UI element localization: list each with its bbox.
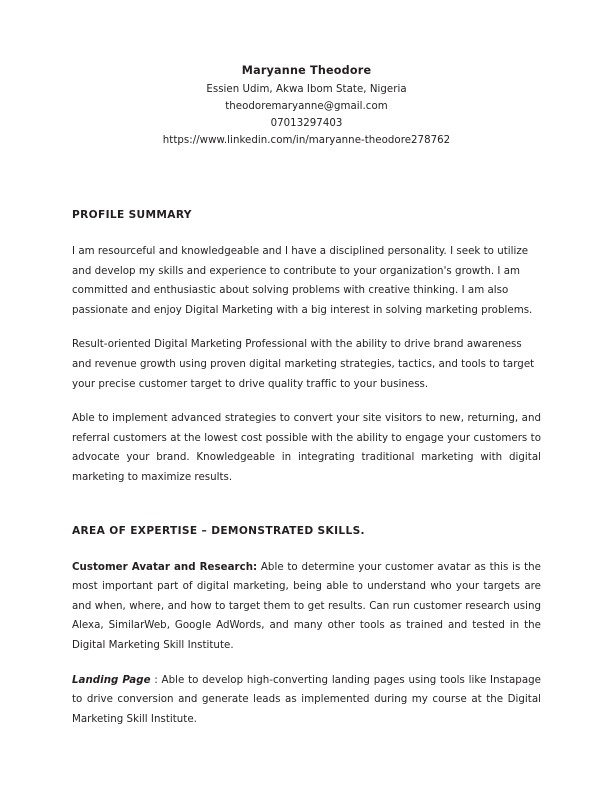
- skill-body-customer-avatar-and-research: Able to determine your customer avatar as this is the most important part of digital marketing, being able to understand who your targets are and when, where, and how to target them to get results. Can run customer research using Alexa, SimilarWeb, Google AdWords, and many other tools as trained and tested in the Digital Marketing Skill Institute.: [72, 560, 541, 651]
- section-heading-profile-summary: PROFILE SUMMARY: [72, 209, 192, 221]
- skill-item-landing-page: [72, 671, 541, 730]
- skill-item-customer-avatar-and-research: [72, 558, 541, 656]
- skill-label-landing-page: Landing Page: [72, 673, 151, 686]
- profile-summary-paragraph-1: I am resourceful and knowledgeable and I have a disciplined personality. I seek to utilize and develop my skills and experience to contribute to your organization's growth. I am committed and enthusiastic about solving problems with creative thinking. I am also passionate and enjoy Digital Marketing with a big interest in solving marketing problems.: [72, 245, 533, 316]
- section-heading-area-of-expertise: AREA OF EXPERTISE – DEMONSTRATED SKILLS.: [72, 524, 365, 537]
- candidate-linkedin-url: https://www.linkedin.com/in/maryanne-theodore278762: [162, 135, 451, 146]
- candidate-email: theodoremaryanne@gmail.com: [225, 101, 388, 112]
- candidate-name: Maryanne Theodore: [241, 64, 372, 77]
- candidate-phone: 07013297403: [270, 118, 343, 129]
- resume-header: [72, 0, 541, 149]
- candidate-location: Essien Udim, Akwa Ibom State, Nigeria: [206, 84, 407, 95]
- profile-summary-paragraph-2: Result-oriented Digital Marketing Professional with the ability to drive brand awareness and revenue growth using proven digital marketing strategies, tactics, and tools to target your precise customer target to drive quality traffic to your business.: [72, 338, 535, 390]
- skill-body-landing-page: : Able to develop high-converting landing pages using tools like Instapage to drive conversion and generate leads as implemented during my course at the Digital Marketing Skill Institute.: [72, 673, 541, 725]
- skill-label-customer-avatar-and-research: Customer Avatar and Research:: [72, 560, 258, 573]
- profile-summary-paragraph-3: Able to implement advanced strategies to convert your site visitors to new, returning, and referral customers at the lowest cost possible with the ability to engage your customers to advocate your brand. Knowledgeable in integrating traditional marketing with digital marketing to maximize results.: [72, 412, 541, 483]
- document-content: [72, 0, 541, 729]
